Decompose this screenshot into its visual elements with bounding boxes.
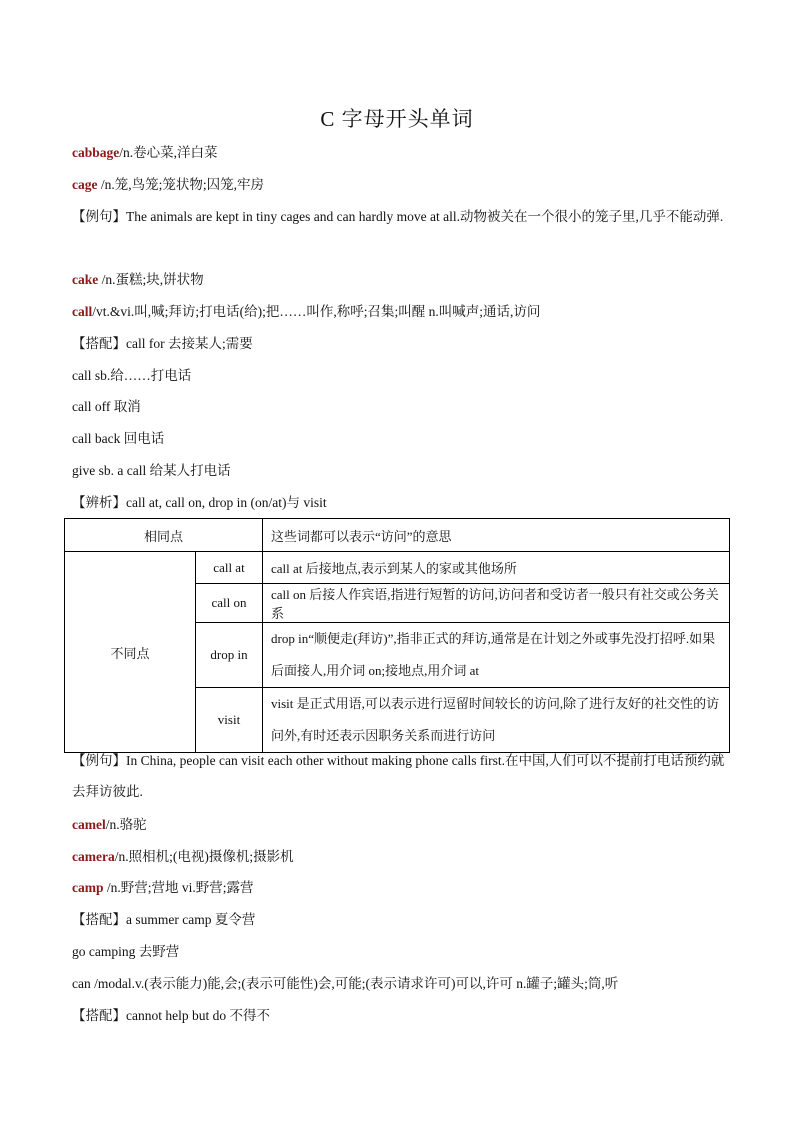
definition: /n.卷心菜,洋白菜 bbox=[119, 145, 218, 160]
compare-heading: 【辨析】call at, call on, drop in (on/at)与 visit bbox=[72, 495, 327, 510]
headword: camp bbox=[72, 880, 104, 895]
desc-cell: call at 后接地点,表示到某人的家或其他场所 bbox=[263, 552, 730, 584]
example-visit: 【例句】In China, people can visit each other without making phone calls first.在中国,人们可以不提前打电话预约就去拜访彼此. bbox=[72, 753, 725, 799]
headword: cage bbox=[72, 177, 98, 192]
phrase-cannot-help: 【搭配】cannot help but do 不得不 bbox=[72, 1008, 270, 1023]
same-label: 相同点 bbox=[65, 519, 263, 552]
example-cage: 【例句】The animals are kept in tiny cages and can hardly move at all.动物被关在一个很小的笼子里,几乎不能动弹. bbox=[72, 209, 724, 224]
desc-cell: drop in“顺便走(拜访)”,指非正式的拜访,通常是在计划之外或事先没打招呼.如果后面接人,用介词 on;接地点,用介词 at bbox=[263, 623, 730, 688]
term-cell: visit bbox=[196, 688, 263, 753]
phrase-go-camping: go camping 去野营 bbox=[72, 944, 180, 959]
phrase-give-call: give sb. a call 给某人打电话 bbox=[72, 463, 231, 478]
table-row bbox=[65, 519, 730, 552]
entry-camel bbox=[72, 815, 732, 835]
entry-cage bbox=[72, 175, 732, 195]
comparison-table bbox=[64, 518, 730, 753]
diff-label: 不同点 bbox=[65, 552, 196, 753]
term-cell: call on bbox=[196, 584, 263, 623]
entry-call bbox=[72, 302, 732, 322]
desc-cell: visit 是正式用语,可以表示进行逗留时间较长的访问,除了进行友好的社交性的访问外,有时还表示因职务关系而进行访问 bbox=[263, 688, 730, 753]
same-desc: 这些词都可以表示“访问”的意思 bbox=[263, 519, 730, 552]
table-row bbox=[65, 552, 730, 584]
entry-cake bbox=[72, 270, 732, 290]
entry-cabbage bbox=[72, 143, 732, 163]
entry-camera bbox=[72, 847, 732, 867]
phrase-call-for: 【搭配】call for 去接某人;需要 bbox=[72, 336, 253, 351]
page-title: C 字母开头单词 bbox=[320, 107, 474, 131]
phrase-call-off: call off 取消 bbox=[72, 399, 141, 414]
phrase-call-sb: call sb.给……打电话 bbox=[72, 368, 192, 383]
definition: /vt.&vi.叫,喊;拜访;打电话(给);把……叫作,称呼;召集;叫醒 n.叫喊声;通话,访问 bbox=[92, 304, 541, 319]
desc-cell: call on 后接人作宾语,指进行短暂的访问,访问者和受访者一般只有社交或公务关系 bbox=[263, 584, 730, 623]
definition: /n.照相机;(电视)摄像机;摄影机 bbox=[114, 849, 294, 864]
term-cell: call at bbox=[196, 552, 263, 584]
headword: cabbage bbox=[72, 145, 120, 160]
headword: call bbox=[72, 304, 93, 319]
headword: camel bbox=[72, 817, 106, 832]
definition: /n.野营;营地 vi.野营;露营 bbox=[103, 880, 254, 895]
headword: cake bbox=[72, 272, 99, 287]
entry-camp bbox=[72, 878, 732, 898]
definition: /n.骆驼 bbox=[105, 817, 147, 832]
entry-can: can /modal.v.(表示能力)能,会;(表示可能性)会,可能;(表示请求许可)可以,许可 n.罐子;罐头;筒,听 bbox=[72, 976, 619, 991]
phrase-call-back: call back 回电话 bbox=[72, 431, 165, 446]
headword: camera bbox=[72, 849, 115, 864]
phrase-summer-camp: 【搭配】a summer camp 夏令营 bbox=[72, 912, 256, 927]
definition: /n.蛋糕;块,饼状物 bbox=[98, 272, 204, 287]
definition: /n.笼,鸟笼;笼状物;囚笼,牢房 bbox=[97, 177, 264, 192]
term-cell: drop in bbox=[196, 623, 263, 688]
